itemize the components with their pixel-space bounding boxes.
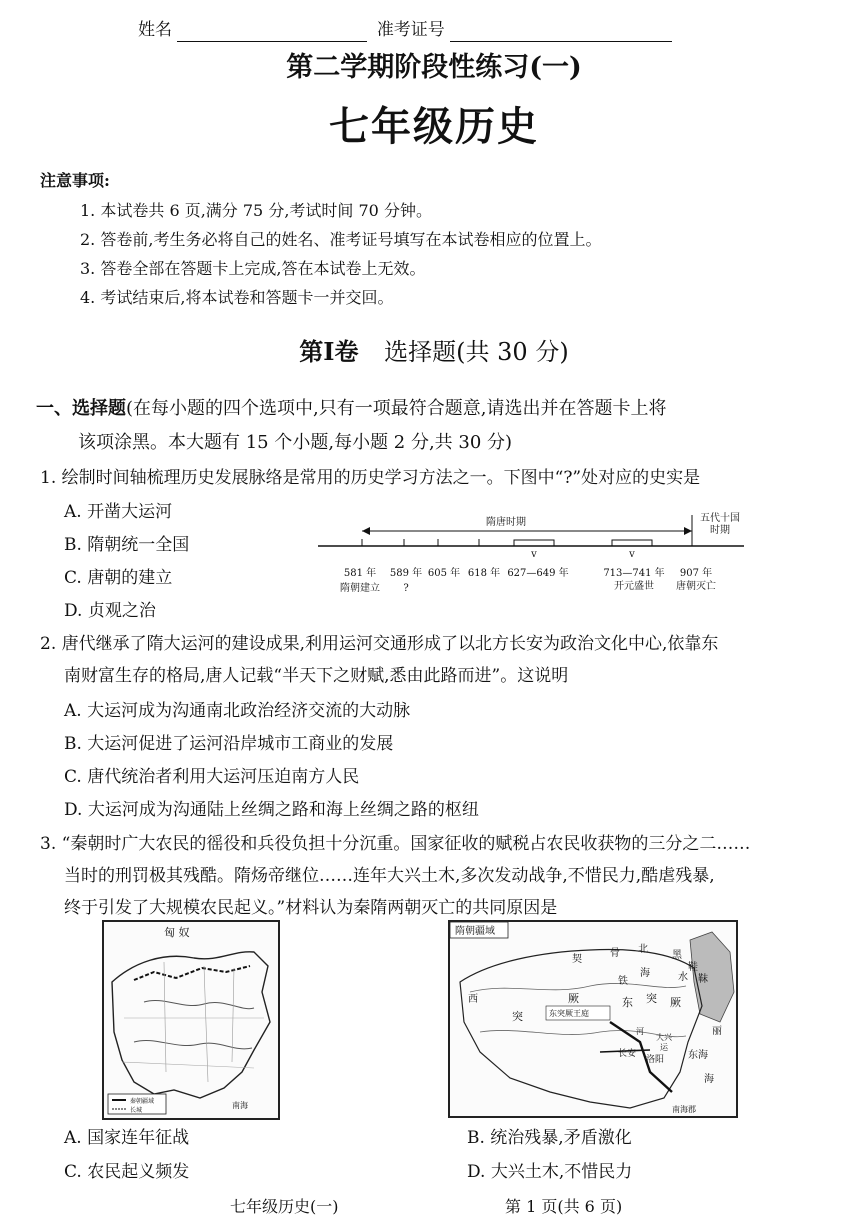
next-period-line2: 时期 [710, 525, 730, 536]
name-blank[interactable] [177, 41, 367, 42]
q1-option-c[interactable]: C. 唐朝的建立 [64, 568, 173, 588]
map-label: 丽 [712, 1026, 722, 1037]
sub-label: 开元盛世 [614, 581, 654, 592]
sub-label: 隋朝建立 [340, 583, 380, 594]
period-arrow-left [362, 527, 370, 535]
map-label: 骨 [610, 948, 620, 959]
q2-option-a[interactable]: A. 大运河成为沟通南北政治经济交流的大动脉 [64, 701, 411, 721]
notice-item: 1. 本试卷共 6 页,满分 75 分,考试时间 70 分钟。 [80, 201, 432, 220]
great-wall-line [134, 966, 250, 980]
tick-label: 713—741 年 [603, 568, 665, 579]
qin-dynasty-map [102, 920, 280, 1120]
q3-option-b[interactable]: B. 统治残暴,矛盾激化 [467, 1128, 632, 1148]
map-label: 洛阳 [646, 1055, 665, 1065]
map-label: 海 [704, 1074, 714, 1085]
period-arrow-right [684, 527, 692, 535]
map-top-label: 匈 奴 [164, 926, 190, 939]
q3-option-d[interactable]: D. 大兴土木,不惜民力 [467, 1162, 633, 1182]
tick-label: 627—649 年 [507, 568, 569, 579]
map-label: 靺 [698, 974, 708, 985]
q1-option-d[interactable]: D. 贞观之治 [64, 601, 156, 621]
tick-label: 907 年 [679, 568, 713, 579]
name-and-id-row [138, 18, 698, 42]
notice-item: 2. 答卷前,考生务必将自己的姓名、准考证号填写在本试卷相应的位置上。 [80, 230, 602, 249]
map-label: 铁 [618, 976, 628, 987]
q2-option-d[interactable]: D. 大运河成为沟通陆上丝绸之路和海上丝绸之路的枢纽 [64, 800, 479, 820]
map-label: 东海 [688, 1050, 708, 1061]
map-label: 突 [512, 1010, 523, 1023]
id-label: 准考证号 [376, 20, 445, 40]
question-3-stem-line1: 3. “秦朝时广大农民的徭役和兵役负担十分沉重。国家征收的赋税占农民收获物的三分之二…… [40, 834, 751, 854]
map-label: 南海郡 [672, 1105, 696, 1114]
id-blank[interactable] [450, 41, 672, 42]
sui-dynasty-map [448, 920, 738, 1118]
map-label: 厥 [670, 996, 681, 1009]
period-label: 隋唐时期 [486, 517, 526, 528]
section-title [0, 335, 868, 369]
notice-item: 3. 答卷全部在答题卡上完成,答在本试卷上无效。 [80, 259, 426, 278]
name-label: 姓名 [138, 20, 172, 40]
map-label: 厥 [568, 992, 579, 1005]
notice-heading: 注意事项: [40, 171, 110, 190]
svg-text:v: v [531, 549, 537, 560]
footer-subject: 七年级历史(一) [230, 1197, 339, 1216]
map-label: 长安 [618, 1049, 637, 1059]
tick-label: 618 年 [467, 568, 501, 579]
map-label: 黑 [672, 950, 682, 961]
tick-label: 605 年 [427, 568, 461, 579]
zhenguan-span [514, 540, 554, 546]
map-label: 北 [638, 944, 648, 955]
map-label: 海 [640, 968, 650, 979]
map-label: 鞋 [688, 962, 698, 973]
kaiyuan-span [612, 540, 652, 546]
legend-item: 长城 [130, 1107, 143, 1114]
map-label: 突 [646, 992, 657, 1005]
footer-page-number: 第 1 页(共 6 页) [505, 1197, 623, 1216]
sea-label: 南海 [232, 1101, 248, 1110]
map-label: 水 [678, 972, 688, 983]
legend-item: 秦朝疆域 [130, 1098, 155, 1105]
notice-item: 4. 考试结束后,将本试卷和答题卡一并交回。 [80, 288, 394, 307]
part-label: 一、选择题 [36, 398, 126, 419]
question-2-stem-line1: 2. 唐代继承了隋大运河的建设成果,利用运河交通形成了以北方长安为政治文化中心,依靠东 [40, 634, 719, 654]
question-1-stem: 1. 绘制时间轴梳理历史发展脉络是常用的历史学习方法之一。下图中“?”处对应的史实是 [40, 468, 701, 488]
map-label: 东 [622, 996, 633, 1009]
q3-option-a[interactable]: A. 国家连年征战 [64, 1128, 190, 1148]
q1-option-b[interactable]: B. 隋朝统一全国 [64, 535, 190, 555]
sub-label: 唐朝灭亡 [676, 581, 716, 592]
q2-option-c[interactable]: C. 唐代统治者利用大运河压迫南方人民 [64, 767, 360, 787]
next-period-line1: 五代十国 [700, 513, 740, 524]
map-label: 西 [468, 994, 478, 1005]
part-instructions-line1 [36, 396, 836, 421]
part-instructions-line2: 该项涂黑。本大题有 15 个小题,每小题 2 分,共 30 分) [78, 432, 513, 453]
map-label: 大兴 [656, 1033, 672, 1042]
korean-peninsula-shading [690, 932, 734, 1022]
territory-border [112, 952, 270, 1098]
tick-label: 581 年 [343, 568, 377, 579]
q1-option-a[interactable]: A. 开凿大运河 [64, 502, 173, 522]
question-3-stem-line3: 终于引发了大规模农民起义。”材料认为秦隋两朝灭亡的共同原因是 [64, 898, 558, 918]
question-3-stem-line2: 当时的刑罚极其残酷。隋炀帝继位……连年大兴土木,多次发动战争,不惜民力,酷虐残暴, [64, 866, 715, 886]
map-title: 隋朝疆域 [455, 926, 495, 937]
svg-text:v: v [629, 549, 635, 560]
map-label: 河 [636, 1027, 644, 1036]
q2-option-b[interactable]: B. 大运河促进了运河沿岸城市工商业的发展 [64, 734, 394, 754]
tick-label: 589 年 [389, 568, 423, 579]
question-mark-label: ? [403, 583, 409, 594]
map-label: 契 [572, 954, 582, 965]
section-title-prefix: 第Ⅰ卷 [299, 337, 359, 366]
timeline-figure [316, 505, 746, 605]
question-2-stem-line2: 南财富生存的格局,唐人记载“半天下之财赋,悉由此路而进”。这说明 [64, 666, 569, 686]
exam-subtitle: 第二学期阶段性练习(一) [286, 52, 582, 83]
q3-option-c[interactable]: C. 农民起义频发 [64, 1162, 190, 1182]
map-label: 运 [660, 1043, 668, 1052]
part-desc: (在每小题的四个选项中,只有一项最符合题意,请选出并在答题卡上将 [126, 398, 667, 419]
exam-title: 七年级历史 [329, 103, 539, 150]
sui-border [460, 950, 702, 1108]
map-label: 东突厥王庭 [549, 1009, 589, 1018]
yangtze-river [134, 1040, 252, 1048]
section-title-rest: 选择题(共 30 分) [384, 338, 569, 366]
yellow-river [144, 1000, 254, 1008]
